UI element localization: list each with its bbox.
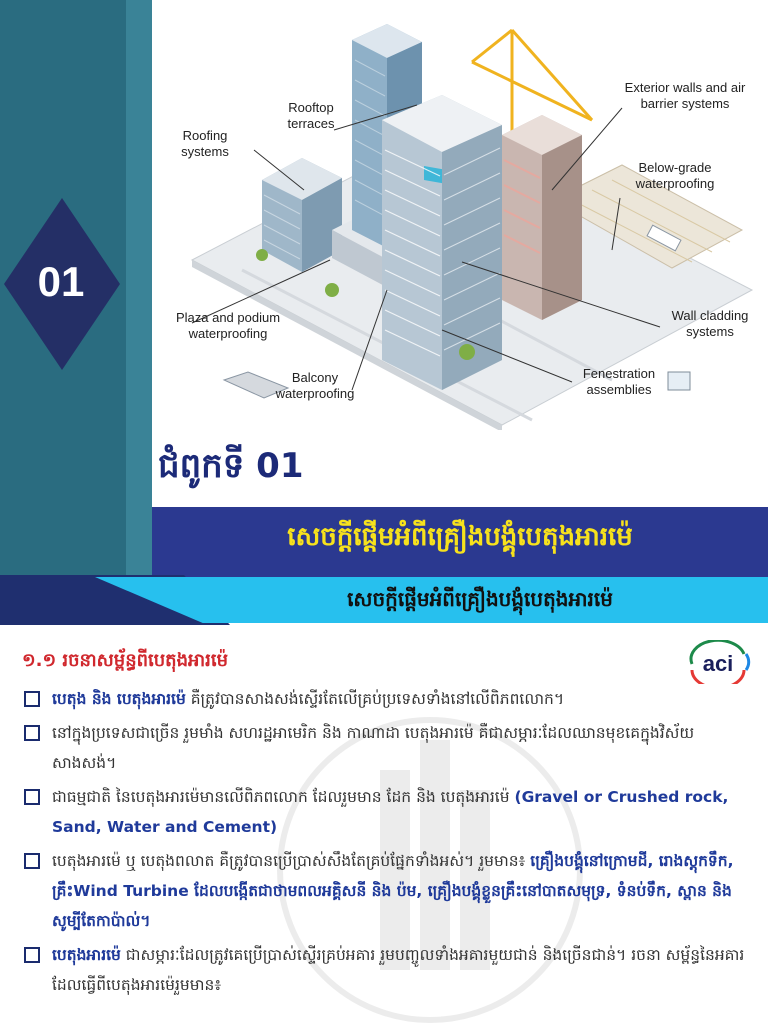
aci-logo: [682, 640, 754, 684]
bullet-list: [20, 684, 750, 1004]
bullet-text: ជាធម្មជាតិ នៃបេតុងអារម៉េមានលើពិភពលោក ដែលរួមមាន ដែក និង បេតុងអារម៉េ: [52, 788, 515, 806]
bullet-item-4: [20, 846, 750, 936]
left-decor-strip: [126, 0, 152, 575]
bullet-extra: (Gravel or Crushed rock, Sand, Water and Cement): [52, 788, 729, 836]
bullet-item-2: [20, 718, 750, 778]
callout-fenestration-assemblies: Fenestration assemblies: [582, 366, 656, 397]
bullet-text: ជាសម្ភារៈដែលត្រូវគេប្រើប្រាស់ស្ទើរគ្រប់អគារ រួមបញ្ចូលទាំងអគារមួយជាន់ និងច្រើនជាន់។ រចនា សម្ព័ន្ធនៃអគារដែលធ្វើពីបេតុងអារម៉េរួមមាន៖: [52, 946, 745, 994]
bullet-text: គឺត្រូវបានសាងសង់ស្ទើរតែលើគ្រប់ប្រទេសទាំងនៅលើពិភពលោក។: [185, 690, 565, 708]
bullet-extra: គ្រឿងបង្គុំនៅក្រោមដី, រោងស្តុកទឹក, គ្រឹះWind Turbine ដែលបង្កើតជាថាមពលអគ្គិសនី និង ប៉ម, គ្រឿងបង្គុំខ្លួនគ្រឹះនៅបាតសមុទ្រ, ទំនប់ទឹក, ស្ពាន និង សូម្បីតែកាប៉ាល់។: [52, 852, 734, 930]
checkbox-bullet-icon: [24, 789, 40, 805]
callout-below-grade-waterproofing: Below-grade waterproofing: [635, 160, 715, 191]
checkbox-bullet-icon: [24, 853, 40, 869]
checkbox-bullet-icon: [24, 947, 40, 963]
bullet-lead: បេតុងអារម៉េ: [52, 946, 121, 964]
subtitle-text: សេចក្ដីផ្ដើមអំពីគ្រឿងបង្គុំបេតុងអារម៉េ: [347, 587, 613, 611]
callout-roofing-systems: Roofing systems: [181, 128, 229, 159]
bullet-text: បេតុងអារម៉េ ឬ បេតុងពលាត គឺត្រូវបានប្រើប្រាស់សឹងតែគ្រប់ផ្នែកទាំងអស់។ រួមមាន៖: [52, 852, 531, 870]
callout-wall-cladding-systems: Wall cladding systems: [671, 308, 749, 339]
bullet-text: នៅក្នុងប្រទេសជាច្រើន រួមមាំង សហរដ្ឋអាមេរិក និង កាណាដា បេតុងអារម៉េ គឺជាសម្ភារៈដែលឈានមុខគេក្នុងវិស័យ សាងសង់។: [52, 724, 695, 772]
checkbox-bullet-icon: [24, 725, 40, 741]
main-title-text: សេចក្ដីផ្ដើមអំពីគ្រឿងបង្គុំបេតុងអារម៉េ: [287, 522, 633, 552]
callout-plaza-podium-waterproofing: Plaza and podium waterproofing: [175, 310, 281, 341]
callout-balcony-waterproofing: Balcony waterproofing: [275, 370, 355, 401]
bullet-item-3: [20, 782, 750, 842]
chapter-number: 01: [37, 258, 85, 305]
section-title: ១.១ រចនាសម្ព័ន្ធពីបេតុងអារម៉េ: [22, 650, 229, 671]
bullet-lead: បេតុង និង បេតុងអារម៉េ: [52, 690, 186, 708]
callout-rooftop-terraces: Rooftop terraces: [287, 100, 335, 131]
callout-exterior-walls: Exterior walls and air barrier systems: [624, 80, 746, 111]
bullet-item-1: [20, 684, 750, 714]
building-illustration: [152, 0, 768, 430]
chapter-title: ជំពូកទី 01: [158, 446, 304, 486]
bullet-item-5: [20, 940, 750, 1000]
aci-logo-text: aci: [702, 651, 734, 676]
checkbox-bullet-icon: [24, 691, 40, 707]
